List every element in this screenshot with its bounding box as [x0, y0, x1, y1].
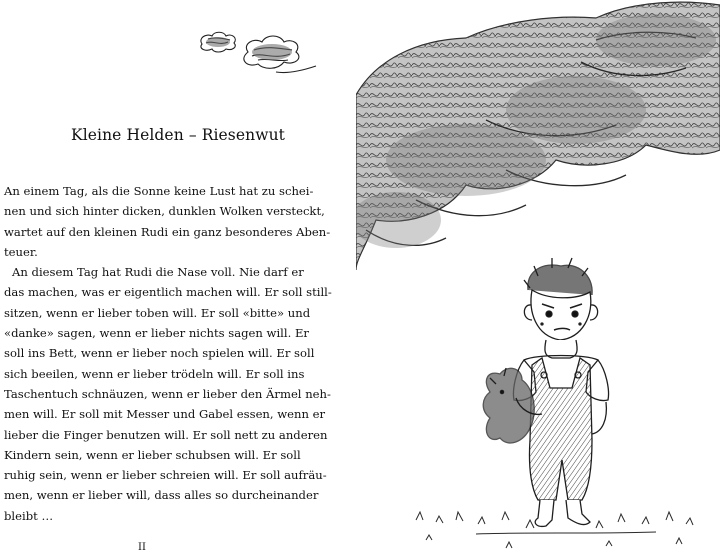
story-line: nen und sich hinter dicken, dunklen Wolken versteckt, [4, 204, 325, 219]
storm-clouds [356, 2, 720, 270]
story-line: Taschentuch schnäuzen, wenn er lieber den Ärmel neh- [4, 386, 331, 401]
storm-clouds-and-boy-with-teddy-icon [356, 0, 720, 560]
chapter-title: Kleine Helden – Riesenwut [71, 126, 285, 144]
story-line: men will. Er soll mit Messer und Gabel essen, wenn er [4, 407, 326, 422]
left-page [0, 0, 356, 560]
story-line: lieber die Finger benutzen will. Er soll nett zu anderen [4, 427, 328, 442]
story-line: «danke» sagen, wenn er lieber nichts sagen will. Er [4, 326, 309, 341]
story-line: das machen, was er eigentlich machen will. Er soll still- [4, 285, 332, 300]
right-page [356, 0, 720, 560]
small-clouds-icon [192, 28, 327, 86]
story-line: An einem Tag, als die Sonne keine Lust hat zu schei- [4, 184, 314, 198]
story-line: ruhig sein, wenn er lieber schreien will. Er soll aufräu- [4, 468, 327, 483]
story-line: Kindern sein, wenn er lieber schubsen will. Er soll [4, 447, 301, 462]
story-line: sitzen, wenn er lieber toben will. Er soll «bitte» und [4, 305, 311, 320]
story-line: soll ins Bett, wenn er lieber noch spielen will. Er soll [4, 346, 315, 361]
page-number: II [138, 542, 146, 553]
story-line: An diesem Tag hat Rudi die Nase voll. Nie darf er [12, 265, 304, 280]
story-line: men, wenn er lieber will, dass alles so durcheinander [4, 488, 319, 503]
story-line: teuer. [4, 244, 38, 259]
story-line: bleibt … [4, 508, 54, 523]
story-text [4, 181, 332, 526]
story-line: sich beeilen, wenn er lieber trödeln will. Er soll ins [4, 366, 305, 381]
grass [416, 512, 693, 548]
boy [483, 258, 608, 526]
story-line: wartet auf den kleinen Rudi ein ganz besonderes Aben- [4, 224, 331, 239]
